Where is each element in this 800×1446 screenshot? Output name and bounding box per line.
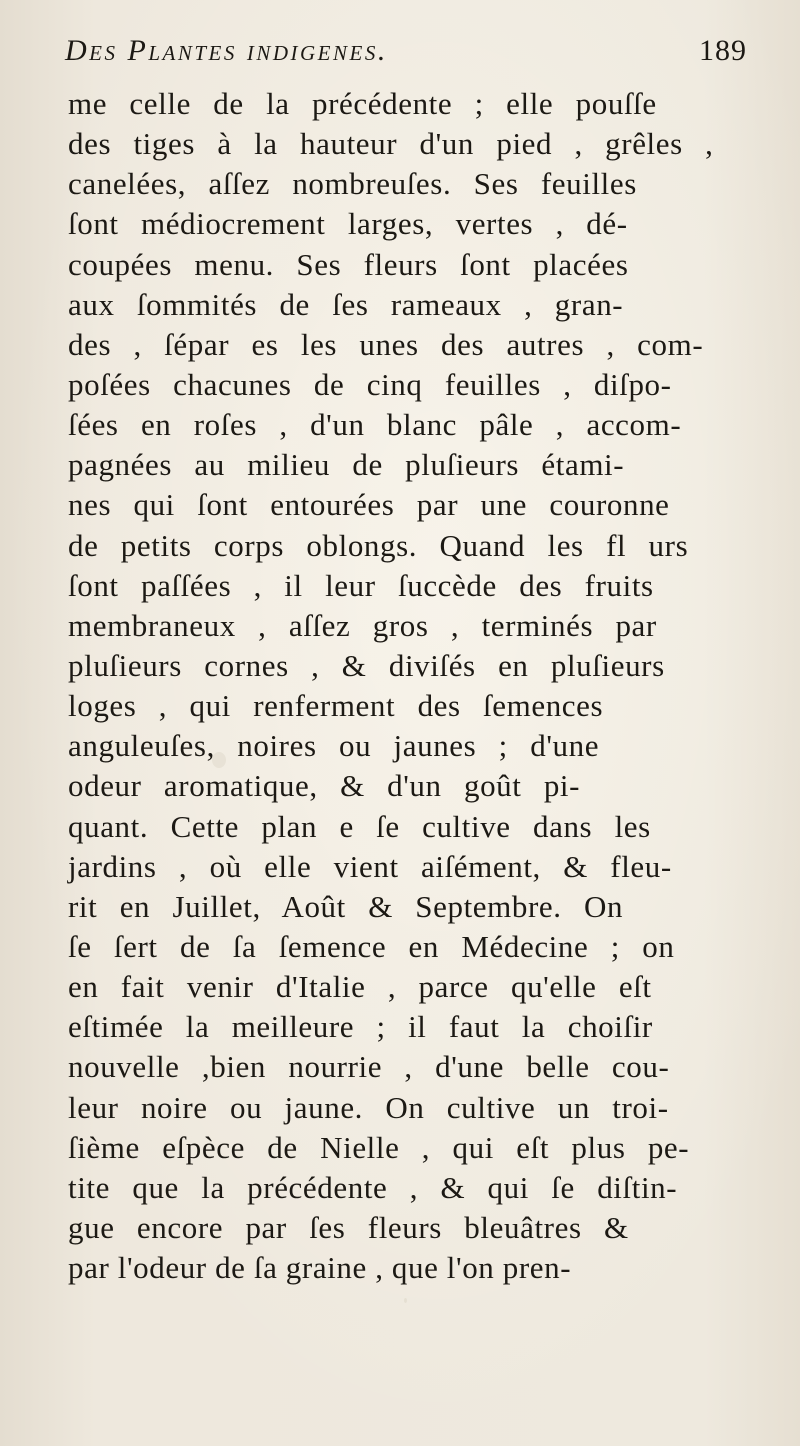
text-line: nouvelle ,bien nourrie , d'une belle cou- bbox=[68, 1049, 670, 1085]
body-text bbox=[68, 84, 768, 1288]
text-line: gue encore par ſes fleurs bleuâtres & bbox=[68, 1209, 629, 1245]
text-line: ſont paſſées , il leur ſuccède des fruits bbox=[68, 567, 654, 603]
text-line: canelées, aſſez nombreuſes. Ses feuilles bbox=[68, 166, 637, 202]
text-line: anguleuſes, noires ou jaunes ; d'une bbox=[68, 728, 600, 764]
text-line: ſe ſert de ſa ſemence en Médecine ; on bbox=[68, 928, 675, 964]
running-head: Des Plantes indigenes. bbox=[65, 34, 388, 67]
text-line: de petits corps oblongs. Quand les fl urs bbox=[68, 527, 689, 563]
text-line: pluſieurs cornes , & diviſés en pluſieurs bbox=[68, 647, 665, 683]
text-line: jardins , où elle vient aiſément, & fleu- bbox=[68, 848, 672, 884]
text-line: loges , qui renferment des ſemences bbox=[68, 688, 604, 724]
text-line: leur noire ou jaune. On cultive un troi- bbox=[68, 1089, 669, 1125]
page-number: 189 bbox=[699, 34, 747, 67]
text-line: quant. Cette plan e ſe cultive dans les bbox=[68, 808, 651, 844]
text-line: ſont médiocrement larges, vertes , dé- bbox=[68, 206, 628, 242]
text-line: odeur aromatique, & d'un goût pi- bbox=[68, 768, 581, 804]
text-line: rit en Juillet, Août & Septembre. On bbox=[68, 888, 624, 924]
text-line: ſième eſpèce de Nielle , qui eſt plus pe- bbox=[68, 1129, 690, 1165]
text-line: en fait venir d'Italie , parce qu'elle eſt bbox=[68, 969, 652, 1005]
text-line: par l'odeur de ſa graine , que l'on pren- bbox=[68, 1250, 572, 1286]
text-line: me celle de la précédente ; elle pouſſe bbox=[68, 86, 657, 121]
text-line: poſées chacunes de cinq feuilles , diſpo- bbox=[68, 366, 672, 402]
page-header bbox=[65, 34, 755, 78]
text-line: des , ſépar es les unes des autres , com- bbox=[68, 326, 704, 362]
text-line: tite que la précédente , & qui ſe diſtin- bbox=[68, 1169, 678, 1205]
text-line: eſtimée la meilleure ; il faut la choiſir bbox=[68, 1009, 653, 1045]
text-line: aux ſommités de ſes rameaux , gran- bbox=[68, 286, 624, 322]
text-line: coupées menu. Ses fleurs ſont placées bbox=[68, 246, 629, 282]
text-line: nes qui ſont entourées par une couronne bbox=[68, 487, 670, 523]
text-line: membraneux , aſſez gros , terminés par bbox=[68, 607, 657, 643]
text-line: des tiges à la hauteur d'un pied , grêles , bbox=[68, 126, 714, 162]
text-line: pagnées au milieu de pluſieurs étami- bbox=[68, 447, 625, 483]
paper-speck bbox=[404, 1298, 407, 1303]
text-line: ſées en roſes , d'un blanc pâle , accom- bbox=[68, 407, 682, 443]
